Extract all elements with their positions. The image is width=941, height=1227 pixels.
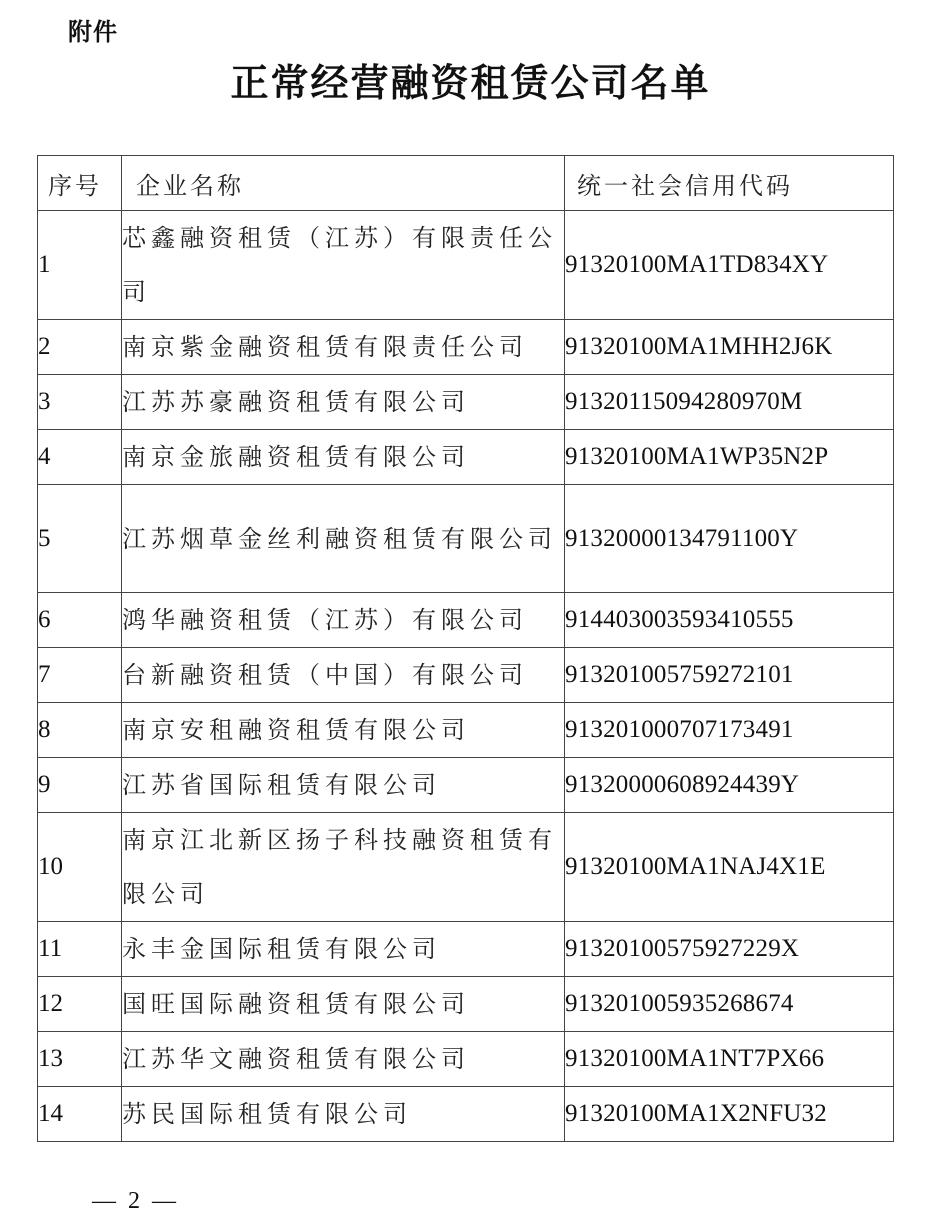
table-row [38, 1032, 894, 1087]
row-number: 2 [38, 320, 122, 375]
credit-code: 91320100MA1NT7PX66 [565, 1032, 894, 1087]
company-name: 南京安租融资租赁有限公司 [122, 703, 565, 758]
table-header-row [38, 156, 894, 211]
row-number: 1 [38, 211, 122, 320]
table-row [38, 485, 894, 593]
credit-code: 91320100MA1WP35N2P [565, 430, 894, 485]
row-number: 11 [38, 922, 122, 977]
row-number: 8 [38, 703, 122, 758]
row-number: 7 [38, 648, 122, 703]
credit-code: 91320000134791100Y [565, 485, 894, 593]
credit-code: 91320100MA1NAJ4X1E [565, 813, 894, 922]
company-name: 苏民国际租赁有限公司 [122, 1087, 565, 1142]
row-number: 4 [38, 430, 122, 485]
row-number: 9 [38, 758, 122, 813]
page-number: — 2 — [92, 1188, 179, 1214]
credit-code: 91320100MA1MHH2J6K [565, 320, 894, 375]
row-number: 6 [38, 593, 122, 648]
attachment-label: 附件 [68, 18, 118, 46]
credit-code: 913201005935268674 [565, 977, 894, 1032]
row-number: 14 [38, 1087, 122, 1142]
table-row [38, 758, 894, 813]
row-number: 13 [38, 1032, 122, 1087]
company-name: 南京江北新区扬子科技融资租赁有限公司 [122, 813, 565, 922]
company-name: 台新融资租赁（中国）有限公司 [122, 648, 565, 703]
credit-code: 91320000608924439Y [565, 758, 894, 813]
document-title: 正常经营融资租赁公司名单 [230, 60, 711, 105]
credit-code: 91320100575927229X [565, 922, 894, 977]
row-number: 10 [38, 813, 122, 922]
company-name: 永丰金国际租赁有限公司 [122, 922, 565, 977]
table-row [38, 320, 894, 375]
table-row [38, 922, 894, 977]
table-row [38, 1087, 894, 1142]
table-row [38, 648, 894, 703]
header-credit-code: 统一社会信用代码 [565, 156, 894, 211]
row-number: 12 [38, 977, 122, 1032]
table-row [38, 593, 894, 648]
credit-code: 913201005759272101 [565, 648, 894, 703]
table-row [38, 375, 894, 430]
company-name: 南京金旅融资租赁有限公司 [122, 430, 565, 485]
row-number: 5 [38, 485, 122, 593]
table-row [38, 430, 894, 485]
leasing-company-table [37, 155, 894, 1142]
company-name: 江苏华文融资租赁有限公司 [122, 1032, 565, 1087]
row-number: 3 [38, 375, 122, 430]
credit-code: 91320100MA1TD834XY [565, 211, 894, 320]
credit-code: 913201000707173491 [565, 703, 894, 758]
credit-code: 91320100MA1X2NFU32 [565, 1087, 894, 1142]
header-serial-number: 序号 [38, 156, 122, 211]
table-row [38, 813, 894, 922]
company-name: 芯鑫融资租赁（江苏）有限责任公司 [122, 211, 565, 320]
credit-code: 91320115094280970M [565, 375, 894, 430]
credit-code: 914403003593410555 [565, 593, 894, 648]
company-name: 鸿华融资租赁（江苏）有限公司 [122, 593, 565, 648]
company-name: 江苏省国际租赁有限公司 [122, 758, 565, 813]
table-row [38, 211, 894, 320]
company-name: 南京紫金融资租赁有限责任公司 [122, 320, 565, 375]
table-row [38, 703, 894, 758]
company-name: 江苏苏豪融资租赁有限公司 [122, 375, 565, 430]
company-name: 国旺国际融资租赁有限公司 [122, 977, 565, 1032]
company-name: 江苏烟草金丝利融资租赁有限公司 [122, 485, 565, 593]
table-row [38, 977, 894, 1032]
header-company-name: 企业名称 [122, 156, 565, 211]
